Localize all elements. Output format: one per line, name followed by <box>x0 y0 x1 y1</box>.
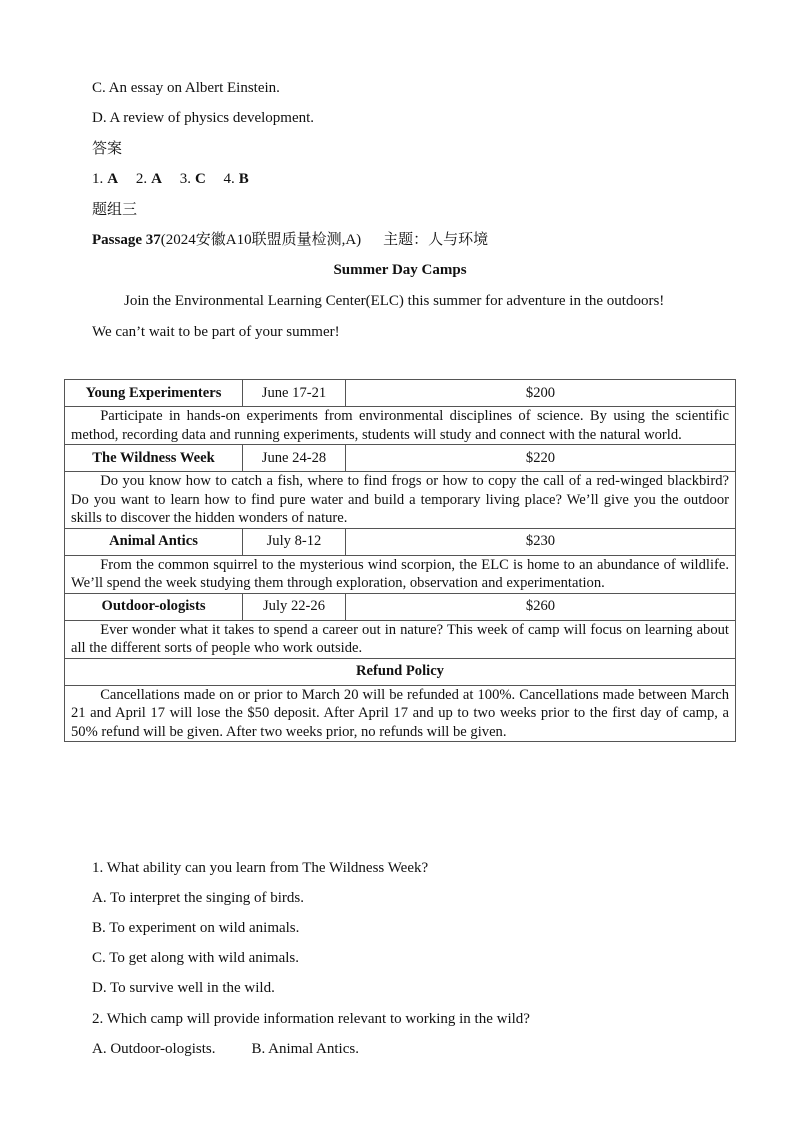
camp-price: $230 <box>346 528 736 555</box>
passage-theme: 主题：人与环境 <box>383 232 489 248</box>
camp-price: $260 <box>346 593 736 620</box>
passage-title: Summer Day Camps <box>333 262 467 278</box>
intro-line-1: Join the Environmental Learning Center(ELC) this summer for adventure in the outdoors! <box>124 293 665 309</box>
camp-name: Animal Antics <box>65 528 243 555</box>
camp-dates: June 24-28 <box>243 445 346 472</box>
question-1-option-d: D. To survive well in the wild. <box>92 980 275 996</box>
camp-description-row <box>65 407 736 445</box>
answer-num-1: 1. <box>92 171 104 187</box>
answer-letter-2: A <box>151 171 162 187</box>
passage-header <box>92 230 488 250</box>
camp-name: Outdoor-ologists <box>65 593 243 620</box>
question-1-option-b: B. To experiment on wild animals. <box>92 920 300 936</box>
camp-dates: July 8-12 <box>243 528 346 555</box>
camp-description-row <box>65 620 736 658</box>
question-2: 2. Which camp will provide information relevant to working in the wild? <box>92 1011 530 1027</box>
camp-row <box>65 528 736 555</box>
question-1-option-c: C. To get along with wild animals. <box>92 950 299 966</box>
camp-row <box>65 445 736 472</box>
camp-dates: July 22-26 <box>243 593 346 620</box>
answer-letter-1: A <box>107 171 119 187</box>
camp-price: $200 <box>346 380 736 407</box>
option-d-previous: D. A review of physics development. <box>92 110 315 126</box>
camp-row <box>65 380 736 407</box>
camp-description: Do you know how to catch a fish, where to find frogs or how to copy the call of a red-winged blackbird? Do you want to learn how to find pure water and build a temporary living place? We’ll give you the outdoor skills to discover the hidden wonders of nature. <box>65 472 736 529</box>
camp-dates: June 17-21 <box>243 380 346 407</box>
refund-policy-text: Cancellations made on or prior to March 20 will be refunded at 100%. Cancellations made between March 21 and April 17 will lose the $50 deposit. After April 17 and up to two weeks prior to the first day of camp, a 50% refund will be given. After two weeks prior, no refunds will be given. <box>65 685 736 742</box>
answer-key <box>92 169 263 189</box>
camp-name: Young Experimenters <box>65 380 243 407</box>
group-label: 题组三 <box>92 202 138 218</box>
refund-policy-title: Refund Policy <box>65 658 736 685</box>
refund-text-row <box>65 685 736 742</box>
question-1-option-a: A. To interpret the singing of birds. <box>92 890 304 906</box>
passage-source: (2024安徽A10联盟质量检测,A) <box>160 232 362 248</box>
camp-description: From the common squirrel to the mysterious wind scorpion, the ELC is home to an abundance of wildlife. We’ll spend the week studying them through exploration, observation and experimentation. <box>65 555 736 593</box>
answer-letter-4: B <box>238 171 249 187</box>
question-2-option-b: B. Animal Antics. <box>251 1041 359 1057</box>
refund-heading-row <box>65 658 736 685</box>
camp-description: Ever wonder what it takes to spend a career out in nature? This week of camp will focus on learning about all the different sorts of people who work outside. <box>65 620 736 658</box>
intro-line-2: We can’t wait to be part of your summer! <box>92 324 340 340</box>
answer-num-3: 3. <box>179 171 191 187</box>
answer-num-4: 4. <box>223 171 235 187</box>
question-2-options <box>92 1039 359 1059</box>
question-1: 1. What ability can you learn from The Wildness Week? <box>92 860 429 876</box>
camp-description: Participate in hands-on experiments from environmental disciplines of science. By using the scientific method, recording data and running experiments, students will study and connect with the natural world. <box>65 407 736 445</box>
answer-num-2: 2. <box>135 171 148 187</box>
answer-label: 答案 <box>92 141 123 157</box>
camps-table <box>64 379 736 742</box>
camp-name: The Wildness Week <box>65 445 243 472</box>
option-c-previous: C. An essay on Albert Einstein. <box>92 80 280 96</box>
answer-letter-3: C <box>194 171 206 187</box>
camp-description-row <box>65 472 736 529</box>
camp-description-row <box>65 555 736 593</box>
camp-row <box>65 593 736 620</box>
passage-label: Passage 37 <box>92 232 161 248</box>
question-2-option-a: A. Outdoor-ologists. <box>92 1041 216 1057</box>
camp-price: $220 <box>346 445 736 472</box>
